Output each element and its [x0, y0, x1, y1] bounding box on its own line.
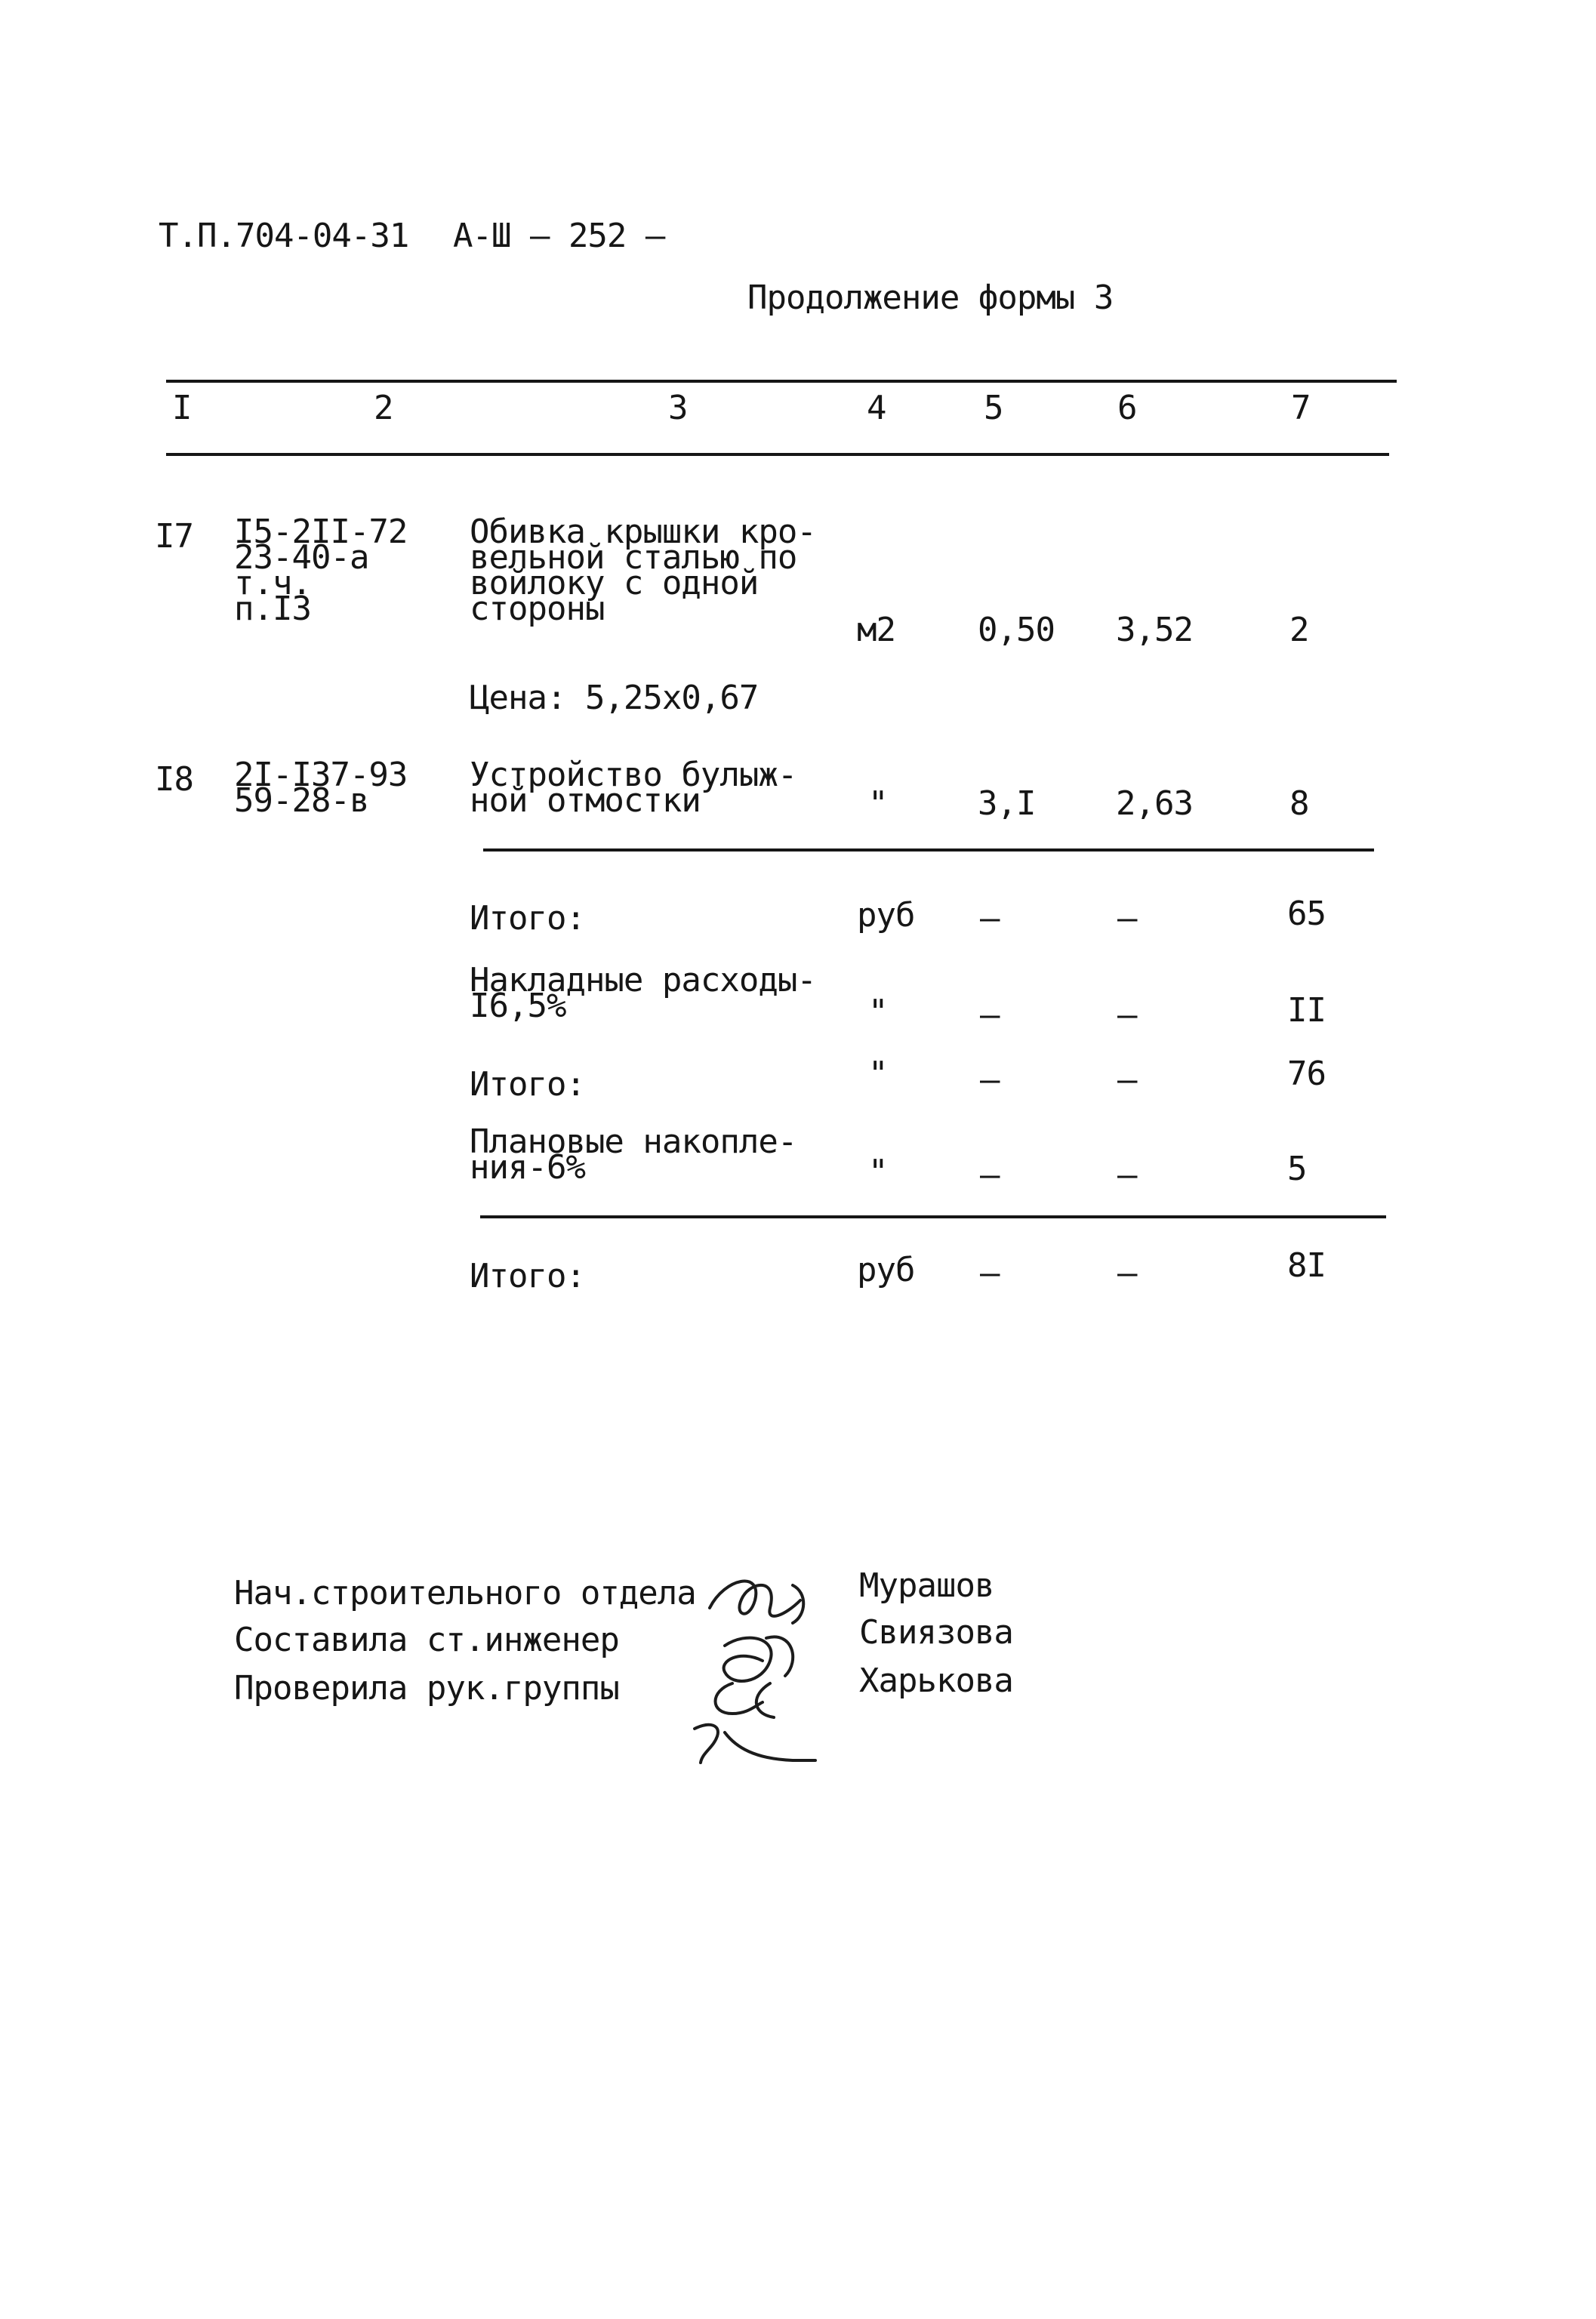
column-number-3: 3 [668, 389, 688, 427]
summary-unit: " [868, 993, 888, 1031]
summary-price: – [1117, 996, 1137, 1034]
row-total: 8 [1289, 784, 1309, 823]
column-number-5: 5 [984, 389, 1003, 427]
handwritten-signatures-icon [679, 1555, 830, 1774]
name-murashov: Мурашов [859, 1566, 994, 1605]
summary-label: Накладные расходы- I6,5% [470, 961, 816, 1025]
row-price-note: Цена: 5,25х0,67 [470, 679, 759, 717]
row-unit: м2 [857, 611, 895, 649]
summary-unit: руб [857, 896, 915, 935]
summary-price: – [1117, 1061, 1137, 1099]
subtotal-rule [483, 848, 1374, 852]
form-continuation-title: Продолжение формы 3 [747, 279, 1114, 317]
name-kharkova: Харькова [859, 1661, 1013, 1700]
summary-quantity: – [980, 1061, 1000, 1099]
summary-label: Итого: [470, 899, 585, 938]
row-quantity: 3,I [978, 784, 1036, 823]
summary-price: – [1117, 1254, 1137, 1292]
row-unit: " [868, 784, 888, 823]
column-number-6: 6 [1117, 389, 1137, 427]
row-description: Обивка крышки кро- вельной сталью по войлоку с одной стороны [470, 513, 816, 628]
summary-quantity: – [980, 1156, 1000, 1194]
role-head-of-department: Нач.строительного отдела [234, 1574, 696, 1612]
column-number-1: I [172, 389, 192, 427]
summary-unit: руб [857, 1251, 915, 1289]
summary-quantity: – [980, 899, 1000, 938]
summary-total: 76 [1287, 1055, 1326, 1093]
table-top-rule [166, 380, 1397, 383]
summary-price: – [1117, 899, 1137, 938]
name-sviyazova: Свиязова [859, 1613, 1013, 1652]
summary-total: II [1287, 991, 1326, 1030]
summary-label: Итого: [470, 1257, 585, 1295]
grand-total-rule [480, 1215, 1386, 1218]
row-code: 2I-I37-93 59-28-в [234, 756, 408, 820]
table-header-rule [166, 453, 1389, 456]
summary-label: Итого: [470, 1065, 585, 1104]
summary-unit: " [868, 1153, 888, 1191]
row-number: I8 [155, 760, 193, 799]
column-number-2: 2 [374, 389, 393, 427]
summary-price: – [1117, 1156, 1137, 1194]
column-number-4: 4 [867, 389, 886, 427]
row-price: 3,52 [1116, 611, 1193, 649]
summary-unit: " [868, 1055, 888, 1093]
role-checked-by: Проверила рук.группы [234, 1669, 619, 1708]
row-price: 2,63 [1116, 784, 1193, 823]
role-compiled-by: Составила ст.инженер [234, 1621, 619, 1659]
row-code: I5-2II-72 23-40-а т.ч. п.I3 [234, 513, 408, 628]
section-code: А-Ш — 252 — [453, 217, 665, 255]
row-total: 2 [1289, 611, 1309, 649]
summary-total: 65 [1287, 895, 1326, 933]
row-number: I7 [155, 517, 193, 556]
summary-quantity: – [980, 996, 1000, 1034]
column-number-7: 7 [1291, 389, 1311, 427]
summary-total: 5 [1287, 1150, 1307, 1188]
row-description: Устройство булыж- ной отмостки [470, 756, 797, 820]
summary-label: Плановые накопле- ния-6% [470, 1123, 797, 1187]
summary-total: 8I [1287, 1246, 1326, 1285]
summary-quantity: – [980, 1254, 1000, 1292]
row-quantity: 0,50 [978, 611, 1055, 649]
document-code: Т.П.704-04-31 [159, 217, 409, 255]
